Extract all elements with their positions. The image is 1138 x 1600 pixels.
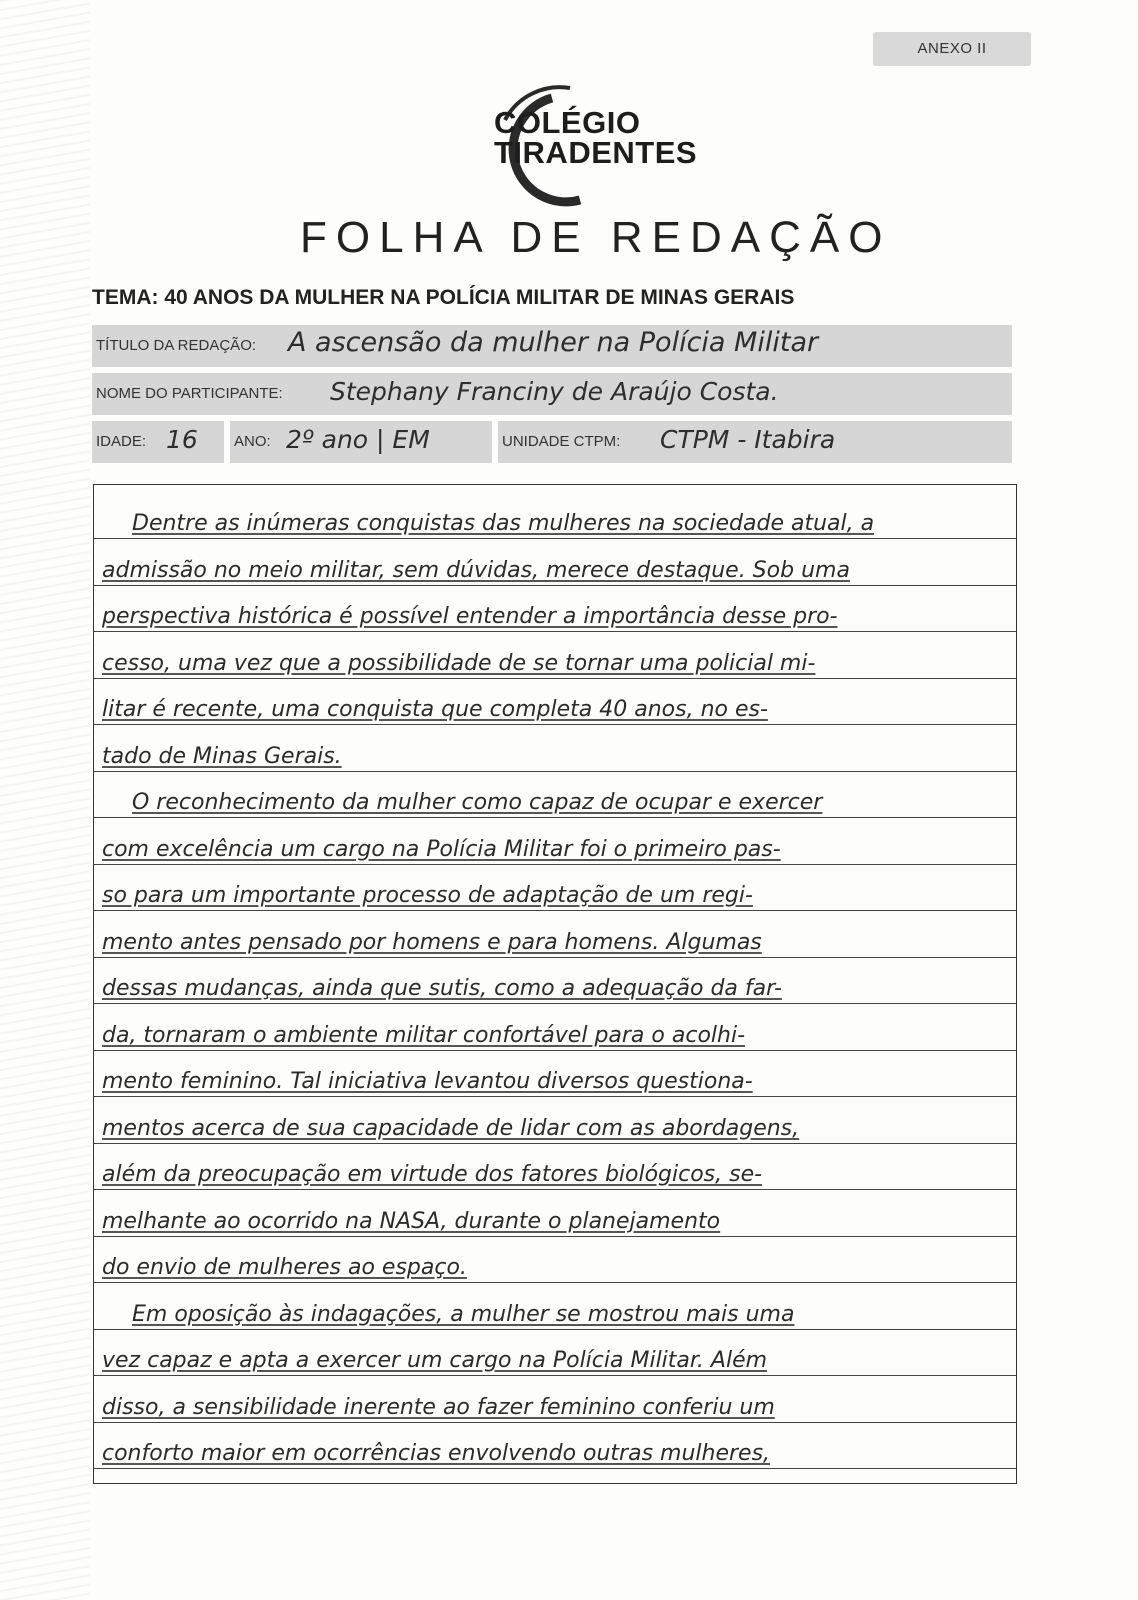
essay-line-text: conforto maior em ocorrências envolvendo outras mulheres, — [102, 1441, 771, 1466]
essay-line — [94, 1330, 1016, 1376]
essay-line — [94, 958, 1016, 1004]
essay-line-text: da, tornaram o ambiente militar confortável para o acolhi- — [102, 1022, 746, 1048]
essay-line-text: Em oposição às indagações, a mulher se mostrou mais uma — [132, 1301, 795, 1327]
age-value: 16 — [166, 425, 198, 454]
essay-line — [94, 540, 1016, 586]
year-field — [230, 421, 492, 463]
essay-line — [94, 1284, 1016, 1330]
essay-line — [94, 819, 1016, 865]
essay-line-text: litar é recente, uma conquista que completa 40 anos, no es- — [102, 697, 768, 722]
essay-line-text: com excelência um cargo na Polícia Militar foi o primeiro pas- — [102, 836, 781, 862]
essay-line-text: admissão no meio militar, sem dúvidas, merece destaque. Sob uma — [102, 557, 850, 583]
essay-line-text: mentos acerca de sua capacidade de lidar com as abordagens, — [102, 1115, 800, 1141]
essay-line — [94, 1098, 1016, 1144]
name-value: Stephany Franciny de Araújo Costa. — [330, 377, 779, 406]
essay-theme: TEMA: 40 ANOS DA MULHER NA POLÍCIA MILITAR DE MINAS GERAIS — [92, 286, 795, 309]
essay-line — [94, 1051, 1016, 1097]
unit-label: UNIDADE CTPM: — [502, 433, 621, 450]
essay-line — [94, 633, 1016, 679]
essay-line — [94, 912, 1016, 958]
essay-line-text: cesso, uma vez que a possibilidade de se tornar uma policial mi- — [102, 650, 816, 676]
essay-line — [94, 1237, 1016, 1283]
title-field-row — [92, 325, 1012, 367]
school-name-line1: COLÉGIO — [494, 105, 641, 140]
essay-line-text: dessas mudanças, ainda que sutis, como a adequação da far- — [102, 976, 782, 1001]
essay-line-text: mento feminino. Tal iniciativa levantou diversos questiona- — [102, 1069, 753, 1094]
essay-line-text: mento antes pensado por homens e para homens. Algumas — [102, 929, 762, 955]
essay-line — [94, 1377, 1016, 1423]
essay-line-text: tado de Minas Gerais. — [102, 743, 342, 769]
school-name-line2: TIRADENTES — [494, 135, 698, 170]
essay-line — [94, 1191, 1016, 1237]
unit-value: CTPM - Itabira — [660, 425, 836, 454]
essay-line-text: O reconhecimento da mulher como capaz de ocupar e exercer — [132, 790, 823, 815]
essay-line-text: perspectiva histórica é possível entender a importância desse pro- — [102, 604, 838, 629]
essay-line — [94, 865, 1016, 911]
essay-line — [94, 493, 1016, 539]
essay-line — [94, 1005, 1016, 1051]
essay-line-text: além da preocupação em virtude dos fatores biológicos, se- — [102, 1162, 763, 1187]
essay-line — [94, 772, 1016, 818]
annex-label: ANEXO II — [873, 32, 1031, 66]
essay-line-text: so para um importante processo de adaptação de um regi- — [102, 883, 753, 908]
essay-line-text: Dentre as inúmeras conquistas das mulheres na sociedade atual, a — [132, 511, 875, 536]
sheet-title: FOLHA DE REDAÇÃO — [300, 213, 892, 262]
name-label: NOME DO PARTICIPANTE: — [96, 385, 283, 402]
essay-lined-box — [93, 484, 1017, 1484]
essay-line-text: do envio de mulheres ao espaço. — [102, 1255, 467, 1280]
essay-line — [94, 679, 1016, 725]
scan-margin-texture — [0, 0, 90, 1600]
age-field — [92, 421, 224, 463]
essay-line-text: disso, a sensibilidade inerente ao fazer feminino conferiu um — [102, 1394, 775, 1420]
name-field-row — [92, 373, 1012, 415]
essay-line — [94, 586, 1016, 632]
essay-line — [94, 726, 1016, 772]
title-label: TÍTULO DA REDAÇÃO: — [96, 337, 257, 354]
essay-line — [94, 1144, 1016, 1190]
essay-line — [94, 1423, 1016, 1469]
year-value: 2º ano | EM — [286, 425, 430, 454]
essay-line-text: melhante ao ocorrido na NASA, durante o planejamento — [102, 1208, 721, 1234]
year-label: ANO: — [234, 433, 271, 450]
age-label: IDADE: — [96, 433, 147, 450]
essay-line-text: vez capaz e apta a exercer um cargo na Polícia Militar. Além — [102, 1348, 768, 1373]
unit-field — [498, 421, 1012, 463]
title-value: A ascensão da mulher na Polícia Militar — [288, 327, 819, 358]
school-name — [494, 105, 698, 170]
